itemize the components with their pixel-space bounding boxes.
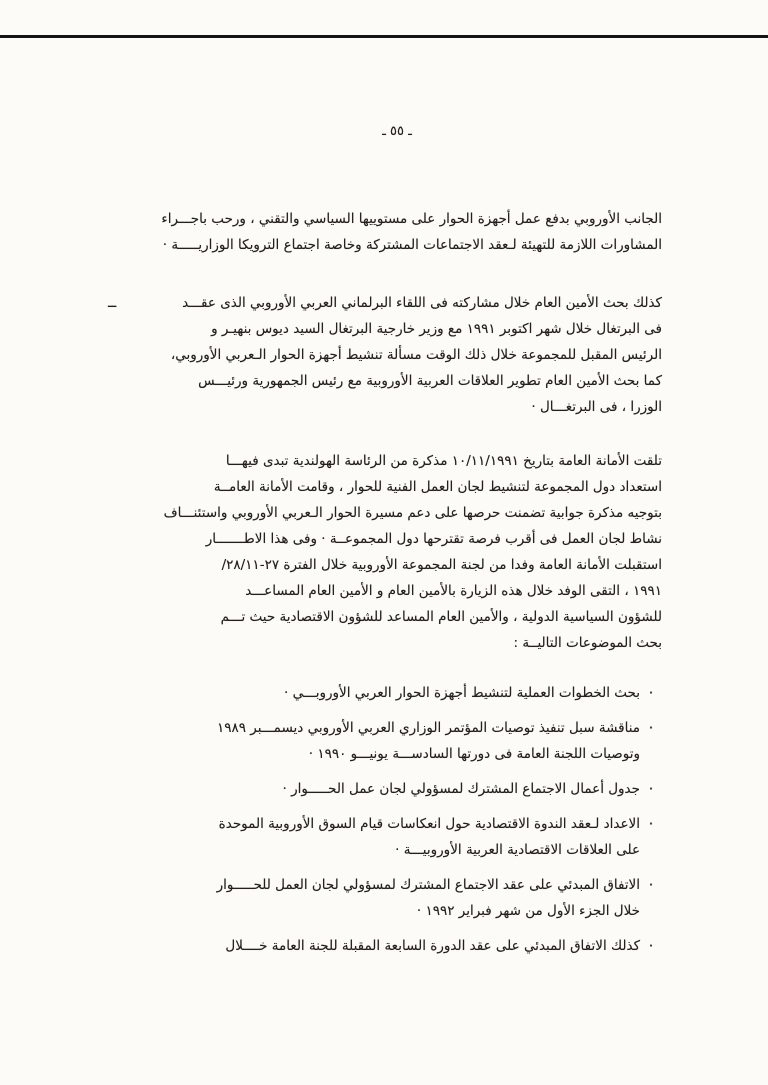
bullet-dot-icon: · [648,937,654,955]
text-line: بحث الخطوات العملية لتنشيط أجهزة الحوار العربي الأوروبـــي · [284,685,640,701]
text-line: الاتفاق المبدئي على عقد الاجتماع المشترك لمسؤولي لجان العمل للحـــــوار [216,877,640,893]
text-line: خلال الجزء الأول من شهر فبراير ١٩٩٢ · [416,903,640,919]
text-line: بحث الموضوعات التاليــة : [513,635,662,651]
list-item-text [134,776,640,802]
paragraph-dash-marker: ــ [108,295,117,311]
list-item-ministerial-recommendations [134,715,662,767]
list-item-joint-meeting-agenda [134,776,662,802]
paragraph-dutch-presidency-memo [134,448,662,656]
list-item-text [134,715,640,767]
text-line: كما بحث الأمين العام تطوير العلاقات العربية الأوروبية مع رئيس الجمهورية ورئيـــس [198,373,662,389]
text-line: الرئيس المقبل للمجموعة خلال ذلك الوقت مسألة تنشيط أجهزة الحوار الـعربي الأوروبي، [170,347,662,363]
text-line: استقبلت الأمانة العامة وفدا من لجنة المجموعة الأوروبية خلال الفترة ٢٧-٢٨/١١/ [221,557,662,573]
list-item-preliminary-agreement-meeting [134,872,662,924]
list-item-seventh-session [134,933,662,959]
list-item-text [134,680,640,706]
scan-artifact-top-line [0,35,768,38]
text-line: على العلاقات الاقتصادية العربية الأوروبيـــة · [395,842,640,858]
list-item-economic-seminar [134,811,662,863]
text-line: الاعداد لـعقد الندوة الاقتصادية حول انعكاسات قيام السوق الأوروبية الموحدة [218,816,640,832]
list-item-text [134,933,640,959]
document-body [134,206,662,968]
text-line: ١٩٩١ ، التقى الوفد خلال هذه الزيارة بالأمين العام و الأمين العام المساعـــد [245,583,662,599]
text-line: كذلك بحث الأمين العام خلال مشاركته فى اللقاء البرلماني العربي الأوروبي الذى عقـــد [182,295,662,311]
text-line: مناقشة سبل تنفيذ توصيات المؤتمر الوزاري العربي الأوروبي ديسمـــبر ١٩٨٩ [216,720,640,736]
text-line: المشاورات اللازمة للتهيئة لـعقد الاجتماعات المشتركة وخاصة اجتماع الترويكا الوزاريـــــة · [162,237,662,253]
text-line: الوزرا ، فى البرتغـــال · [531,399,662,415]
list-item-text [134,872,640,924]
bullet-dot-icon: · [648,684,654,702]
paragraph-secretary-general-portugal [134,290,662,420]
bullet-dot-icon: · [648,876,654,894]
page-number: ـ ٥٥ ـ [382,124,412,139]
text-line: الجانب الأوروبي بدفع عمل أجهزة الحوار على مستوييها السياسي والتقني ، ورحب باجـــراء [161,211,662,227]
text-line: فى البرتغال خلال شهر اكتوبر ١٩٩١ مع وزير خارجية البرتغال السيد ديوس بنهيـر و [211,321,662,337]
list-item-dialogue-steps [134,680,662,706]
text-line: كذلك الاتفاق المبدئي على عقد الدورة السابعة المقبلة للجنة العامة خــــلال [225,938,640,954]
bullet-dot-icon: · [648,780,654,798]
text-line: استعداد دول المجموعة لتنشيط لجان العمل الفنية للحوار ، وقامت الأمانة العامــة [213,479,662,495]
bullet-dot-icon: · [648,719,654,737]
text-line: جدول أعمال الاجتماع المشترك لمسؤولي لجان عمل الحـــــوار · [282,781,640,797]
text-line: تلقت الأمانة العامة بتاريخ ١٠/١١/١٩٩١ مذكرة من الرئاسة الهولندية تبدى فيهـــا [225,453,662,469]
bullet-dot-icon: · [648,815,654,833]
text-line: للشؤون السياسية الدولية ، والأمين العام المساعد للشؤون الاقتصادية حيث تـــم [220,609,662,625]
paragraph-intro [134,206,662,258]
text-line: نشاط لجان العمل فى أقرب فرصة تقترحها دول المجموعــة · وفى هذا الاطـــــــار [205,531,662,547]
list-item-text [134,811,640,863]
text-line: بتوجيه مذكرة جوابية تضمنت حرصها على دعم مسيرة الحوار الـعربي الأوروبي واستئنـــاف [163,505,662,521]
text-line: وتوصيات اللجنة العامة فى دورتها السادســـة يونيـــو ١٩٩٠ · [308,746,640,762]
